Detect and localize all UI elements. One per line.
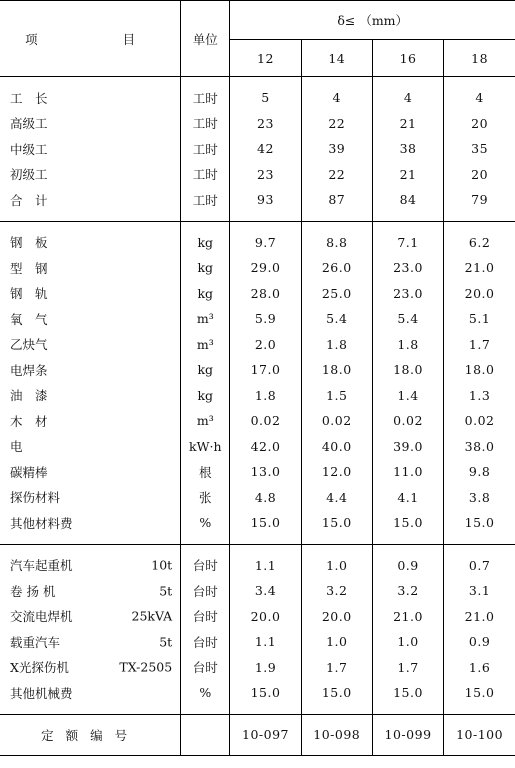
value-cell: 20 <box>444 162 515 188</box>
table-row <box>0 187 515 213</box>
value-cell: 28.0 <box>230 281 301 307</box>
column-header: 16 <box>372 40 443 77</box>
value-cell: 39 <box>301 136 372 162</box>
value-cell: 15.0 <box>301 680 372 706</box>
value-cell: 18.0 <box>301 357 372 383</box>
item-name-cell <box>0 162 181 188</box>
value-cell: 3.4 <box>230 578 301 604</box>
item-name-cell <box>0 187 181 213</box>
value-cell: 26.0 <box>301 255 372 281</box>
item-name-cell <box>0 111 181 137</box>
item-name-cell <box>0 459 181 485</box>
item-name-cell <box>0 629 181 655</box>
item-header: 项 目 <box>0 1 181 77</box>
column-header: 12 <box>230 40 301 77</box>
value-cell: 3.2 <box>372 578 443 604</box>
unit-cell: kW·h <box>181 434 230 460</box>
value-cell: 1.0 <box>301 553 372 579</box>
footer-row <box>0 714 515 755</box>
value-cell: 0.9 <box>444 629 515 655</box>
unit-cell: 台时 <box>181 578 230 604</box>
value-cell: 1.8 <box>230 383 301 409</box>
value-cell: 1.7 <box>444 332 515 358</box>
quota-code: 10-099 <box>372 714 443 755</box>
item-name-cell <box>0 306 181 332</box>
value-cell: 22 <box>301 111 372 137</box>
item-name: 初级工 <box>10 167 48 183</box>
item-name: 型 钢 <box>10 260 48 276</box>
unit-cell: % <box>181 510 230 536</box>
footer-unit-cell <box>181 714 230 755</box>
value-cell: 1.8 <box>301 332 372 358</box>
item-name-cell <box>0 255 181 281</box>
value-cell: 40.0 <box>301 434 372 460</box>
item-name: 其他机械费 <box>10 685 73 701</box>
item-spec: 5t <box>159 634 173 650</box>
item-name-cell <box>0 434 181 460</box>
value-cell: 3.8 <box>444 485 515 511</box>
table-row <box>0 485 515 511</box>
item-name: 工 长 <box>10 90 48 106</box>
value-cell: 1.7 <box>301 655 372 681</box>
unit-cell: 工时 <box>181 187 230 213</box>
table-row <box>0 162 515 188</box>
item-name-cell <box>0 510 181 536</box>
value-cell: 5.9 <box>230 306 301 332</box>
value-cell: 12.0 <box>301 459 372 485</box>
value-cell: 18.0 <box>372 357 443 383</box>
value-cell: 20 <box>444 111 515 137</box>
header-row <box>0 1 515 40</box>
quota-code: 10-100 <box>444 714 515 755</box>
value-cell: 0.02 <box>444 408 515 434</box>
value-cell: 15.0 <box>230 680 301 706</box>
item-spec: 10t <box>151 557 173 573</box>
value-cell: 21.0 <box>444 604 515 630</box>
item-name-cell <box>0 655 181 681</box>
unit-cell: kg <box>181 383 230 409</box>
item-name: 其他材料费 <box>10 515 73 531</box>
unit-header: 单位 <box>181 1 230 77</box>
value-cell: 42 <box>230 136 301 162</box>
unit-cell: 台时 <box>181 655 230 681</box>
item-name: 油 漆 <box>10 388 48 404</box>
item-name-cell <box>0 553 181 579</box>
table-row <box>0 434 515 460</box>
value-cell: 20.0 <box>301 604 372 630</box>
item-name: 交流电焊机 <box>10 609 73 625</box>
unit-cell: 台时 <box>181 553 230 579</box>
value-cell: 1.0 <box>301 629 372 655</box>
unit-cell: 台时 <box>181 629 230 655</box>
value-cell: 4 <box>372 85 443 111</box>
column-header: 14 <box>301 40 372 77</box>
value-cell: 15.0 <box>230 510 301 536</box>
value-cell: 18.0 <box>444 357 515 383</box>
unit-cell: m³ <box>181 306 230 332</box>
value-cell: 1.0 <box>372 629 443 655</box>
item-name-cell <box>0 383 181 409</box>
unit-cell: 工时 <box>181 85 230 111</box>
quota-code: 10-098 <box>301 714 372 755</box>
unit-cell: 台时 <box>181 604 230 630</box>
value-cell: 21 <box>372 111 443 137</box>
table-row <box>0 255 515 281</box>
value-cell: 23 <box>230 111 301 137</box>
item-spec: TX-2505 <box>119 659 173 675</box>
value-cell: 1.5 <box>301 383 372 409</box>
table-row <box>0 306 515 332</box>
item-name-cell <box>0 85 181 111</box>
table-row <box>0 383 515 409</box>
value-cell: 1.1 <box>230 553 301 579</box>
value-cell: 6.2 <box>444 230 515 256</box>
unit-cell: kg <box>181 255 230 281</box>
table-row <box>0 604 515 630</box>
table-row <box>0 85 515 111</box>
item-name-cell <box>0 485 181 511</box>
table-row <box>0 357 515 383</box>
unit-cell: kg <box>181 357 230 383</box>
value-cell: 15.0 <box>372 510 443 536</box>
item-name: 木 材 <box>10 413 48 429</box>
section-spacer <box>0 536 515 545</box>
value-cell: 1.3 <box>444 383 515 409</box>
value-cell: 42.0 <box>230 434 301 460</box>
item-name: 乙炔气 <box>10 337 48 353</box>
value-cell: 4.1 <box>372 485 443 511</box>
table-row <box>0 680 515 706</box>
value-cell: 21.0 <box>444 255 515 281</box>
table-row <box>0 629 515 655</box>
value-cell: 1.4 <box>372 383 443 409</box>
section-spacer <box>0 544 515 553</box>
table-row <box>0 510 515 536</box>
value-cell: 22 <box>301 162 372 188</box>
unit-cell: 工时 <box>181 162 230 188</box>
item-name-cell <box>0 680 181 706</box>
item-name: 碳精棒 <box>10 464 48 480</box>
value-cell: 23.0 <box>372 255 443 281</box>
thickness-header: δ≤ （mm） <box>230 1 515 40</box>
value-cell: 1.1 <box>230 629 301 655</box>
item-spec: 25kVA <box>131 608 173 624</box>
value-cell: 17.0 <box>230 357 301 383</box>
value-cell: 23 <box>230 162 301 188</box>
unit-cell: % <box>181 680 230 706</box>
item-name-cell <box>0 408 181 434</box>
item-name-cell <box>0 604 181 630</box>
quota-number-label: 定额编号 <box>0 714 181 755</box>
value-cell: 15.0 <box>444 510 515 536</box>
value-cell: 93 <box>230 187 301 213</box>
column-header: 18 <box>444 40 515 77</box>
item-name: 卷 扬 机 <box>10 583 56 599</box>
unit-cell: m³ <box>181 332 230 358</box>
value-cell: 21 <box>372 162 443 188</box>
value-cell: 4.8 <box>230 485 301 511</box>
item-name-cell <box>0 357 181 383</box>
value-cell: 3.1 <box>444 578 515 604</box>
value-cell: 0.02 <box>301 408 372 434</box>
item-name: 合 计 <box>10 192 48 208</box>
item-name: 高级工 <box>10 116 48 132</box>
item-name-cell <box>0 332 181 358</box>
value-cell: 13.0 <box>230 459 301 485</box>
value-cell: 5.1 <box>444 306 515 332</box>
table-row <box>0 230 515 256</box>
value-cell: 84 <box>372 187 443 213</box>
value-cell: 79 <box>444 187 515 213</box>
value-cell: 0.9 <box>372 553 443 579</box>
value-cell: 20.0 <box>444 281 515 307</box>
value-cell: 21.0 <box>372 604 443 630</box>
section-spacer <box>0 221 515 230</box>
unit-cell: 根 <box>181 459 230 485</box>
unit-cell: 工时 <box>181 136 230 162</box>
value-cell: 5.4 <box>372 306 443 332</box>
table-row <box>0 655 515 681</box>
value-cell: 29.0 <box>230 255 301 281</box>
section-spacer <box>0 77 515 86</box>
value-cell: 15.0 <box>301 510 372 536</box>
value-cell: 38 <box>372 136 443 162</box>
value-cell: 11.0 <box>372 459 443 485</box>
unit-cell: kg <box>181 281 230 307</box>
value-cell: 1.8 <box>372 332 443 358</box>
item-name: 钢 板 <box>10 235 48 251</box>
value-cell: 25.0 <box>301 281 372 307</box>
value-cell: 4 <box>301 85 372 111</box>
item-name: 钢 轨 <box>10 286 48 302</box>
unit-cell: 张 <box>181 485 230 511</box>
table-row <box>0 136 515 162</box>
table-row <box>0 281 515 307</box>
item-name: 探伤材料 <box>10 490 61 506</box>
section-spacer <box>0 213 515 222</box>
table-row <box>0 408 515 434</box>
table-row <box>0 111 515 137</box>
table-row <box>0 553 515 579</box>
section-spacer <box>0 706 515 715</box>
value-cell: 39.0 <box>372 434 443 460</box>
quota-code: 10-097 <box>230 714 301 755</box>
value-cell: 1.9 <box>230 655 301 681</box>
value-cell: 38.0 <box>444 434 515 460</box>
value-cell: 3.2 <box>301 578 372 604</box>
unit-cell: kg <box>181 230 230 256</box>
item-spec: 5t <box>159 583 173 599</box>
value-cell: 0.02 <box>372 408 443 434</box>
value-cell: 2.0 <box>230 332 301 358</box>
value-cell: 87 <box>301 187 372 213</box>
value-cell: 1.7 <box>372 655 443 681</box>
value-cell: 9.7 <box>230 230 301 256</box>
value-cell: 4 <box>444 85 515 111</box>
item-name: 中级工 <box>10 141 48 157</box>
value-cell: 35 <box>444 136 515 162</box>
value-cell: 15.0 <box>444 680 515 706</box>
value-cell: 5 <box>230 85 301 111</box>
item-name: 电焊条 <box>10 362 48 378</box>
value-cell: 1.6 <box>444 655 515 681</box>
item-name: 汽车起重机 <box>10 558 73 574</box>
table-row <box>0 459 515 485</box>
value-cell: 20.0 <box>230 604 301 630</box>
item-name: X光探伤机 <box>10 660 69 676</box>
item-name-cell <box>0 230 181 256</box>
value-cell: 0.7 <box>444 553 515 579</box>
unit-cell: 工时 <box>181 111 230 137</box>
value-cell: 5.4 <box>301 306 372 332</box>
item-name: 载重汽车 <box>10 634 61 650</box>
item-name: 电 <box>10 439 23 455</box>
item-name-cell <box>0 281 181 307</box>
value-cell: 9.8 <box>444 459 515 485</box>
item-name: 氧 气 <box>10 311 48 327</box>
value-cell: 8.8 <box>301 230 372 256</box>
item-name-cell <box>0 136 181 162</box>
value-cell: 4.4 <box>301 485 372 511</box>
item-name-cell <box>0 578 181 604</box>
table-row <box>0 578 515 604</box>
unit-cell: m³ <box>181 408 230 434</box>
value-cell: 7.1 <box>372 230 443 256</box>
value-cell: 0.02 <box>230 408 301 434</box>
table-row <box>0 332 515 358</box>
value-cell: 15.0 <box>372 680 443 706</box>
value-cell: 23.0 <box>372 281 443 307</box>
